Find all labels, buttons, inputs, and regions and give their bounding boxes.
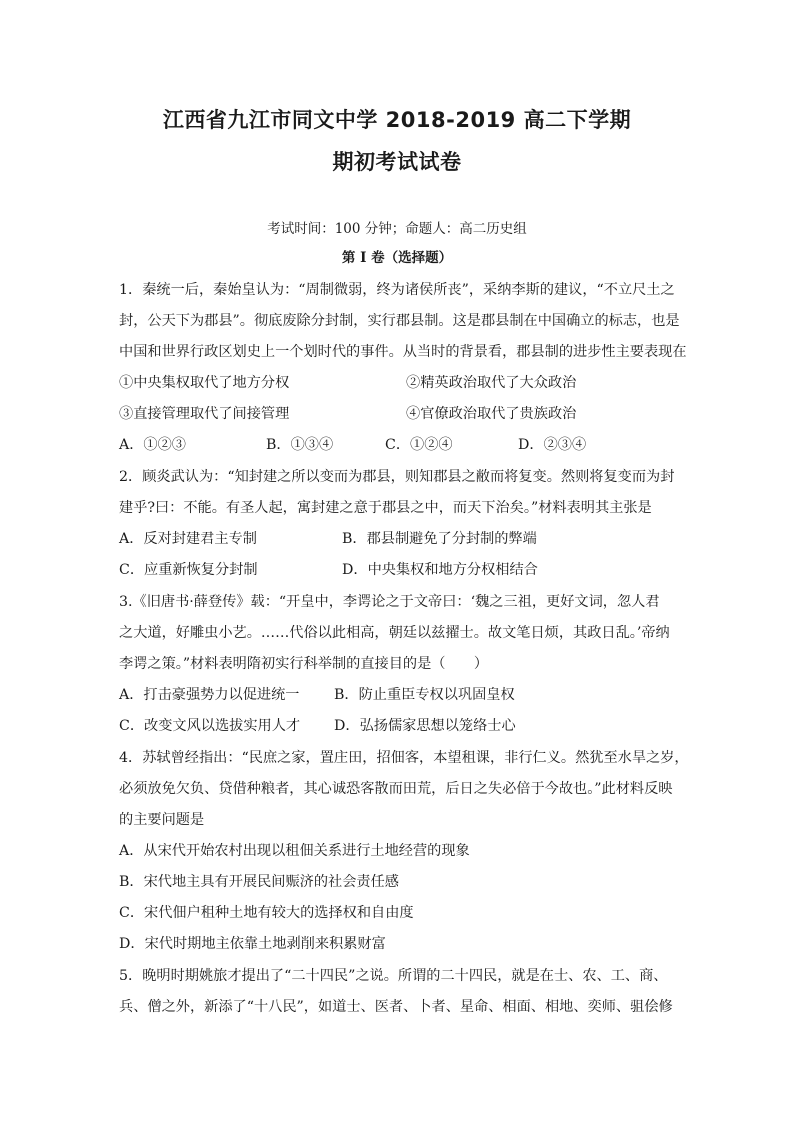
q1-option-d: D．②③④ bbox=[518, 437, 587, 453]
q2-option-d: D．中央集权和地方分权相结合 bbox=[342, 562, 538, 578]
q1-statement-3: ③直接管理取代了间接管理 bbox=[119, 406, 290, 422]
q5-line1: 5．晚明时期姚旅才提出了“二十四民”之说。所谓的二十四民，就是在士、农、工、商、 bbox=[119, 968, 668, 984]
q1-line2: 封，公天下为郡县”。彻底废除分封制，实行郡县制。这是郡县制在中国确立的标志，也是 bbox=[119, 313, 680, 329]
exam-title-line1: 江西省九江市同文中学 2018-2019 高二下学期 bbox=[162, 108, 632, 132]
q4-line2: 必须放免欠负、贷借种粮者，其心诚恐客散而田荒，后日之失必倍于今故也。”此材料反映 bbox=[119, 781, 673, 797]
exam-title-line2: 期初考试试卷 bbox=[332, 150, 462, 174]
q1-option-b: B．①③④ bbox=[266, 437, 334, 453]
exam-meta: 考试时间：100 分钟；命题人：高二历史组 bbox=[267, 221, 527, 237]
q1-option-a: A．①②③ bbox=[119, 437, 186, 453]
q3-option-c: C．改变文风以选拔实用人才 bbox=[119, 718, 301, 734]
q4-option-b: B．宋代地主具有开展民间赈济的社会责任感 bbox=[119, 874, 399, 890]
q3-option-b: B．防止重臣专权以巩固皇权 bbox=[334, 687, 515, 703]
q1-line3: 中国和世界行政区划史上一个划时代的事件。从当时的背景看，郡县制的进步性主要表现在 bbox=[119, 344, 687, 360]
q2-option-b: B．郡县制避免了分封制的弊端 bbox=[342, 531, 537, 547]
q2-option-a: A．反对封建君主专制 bbox=[119, 531, 257, 547]
q1-statement-4: ④官僚政治取代了贵族政治 bbox=[406, 406, 577, 422]
q4-option-d: D．宋代时期地主依靠土地剥削来积累财富 bbox=[119, 936, 386, 952]
section-heading: 第 I 卷（选择题） bbox=[341, 250, 453, 266]
q5-line2: 兵、僧之外，新添了“十八民”，如道士、医者、卜者、星命、相面、相地、奕师、驵侩修 bbox=[119, 999, 673, 1015]
q4-option-a: A．从宋代开始农村出现以租佃关系进行土地经营的现象 bbox=[119, 843, 470, 859]
q2-option-c: C．应重新恢复分封制 bbox=[119, 562, 258, 578]
q4-line3: 的主要问题是 bbox=[119, 812, 205, 828]
q1-option-c: C．①②④ bbox=[385, 437, 453, 453]
q2-line1: 2．顾炎武认为：“知封建之所以变而为郡县，则知郡县之敝而将复变。然则将复变而为封 bbox=[119, 469, 675, 485]
q3-line3: 李谔之策。”材料表明隋初实行科举制的直接目的是（ ） bbox=[119, 656, 489, 672]
q3-line2: 之大道，好雕虫小艺。……代俗以此相高，朝廷以兹擢士。故文笔日烦，其政日乱。’帝纳 bbox=[119, 625, 670, 641]
q1-statement-1: ①中央集权取代了地方分权 bbox=[119, 375, 290, 391]
q1-statement-2: ②精英政治取代了大众政治 bbox=[406, 375, 577, 391]
q1-line1: 1．秦统一后，秦始皇认为：“周制微弱，终为诸侯所丧”，采纳李斯的建议，“不立尺土之 bbox=[119, 282, 675, 298]
q4-option-c: C．宋代佃户租种土地有较大的选择权和自由度 bbox=[119, 905, 414, 921]
q2-line2: 建乎?曰：不能。有圣人起，寓封建之意于郡县之中，而天下治矣。”材料表明其主张是 bbox=[119, 500, 652, 516]
q3-option-a: A．打击豪强势力以促进统一 bbox=[119, 687, 300, 703]
q4-line1: 4．苏轼曾经指出：“民庶之家，置庄田，招佃客，本望租课，非行仁义。然犹至水旱之岁， bbox=[119, 750, 689, 766]
q3-line1: 3.《旧唐书·薛登传》载：“开皇中，李谔论之于文帝曰：‘魏之三祖，更好文词，忽人君 bbox=[119, 594, 660, 610]
q3-option-d: D．弘扬儒家思想以笼络士心 bbox=[334, 718, 516, 734]
